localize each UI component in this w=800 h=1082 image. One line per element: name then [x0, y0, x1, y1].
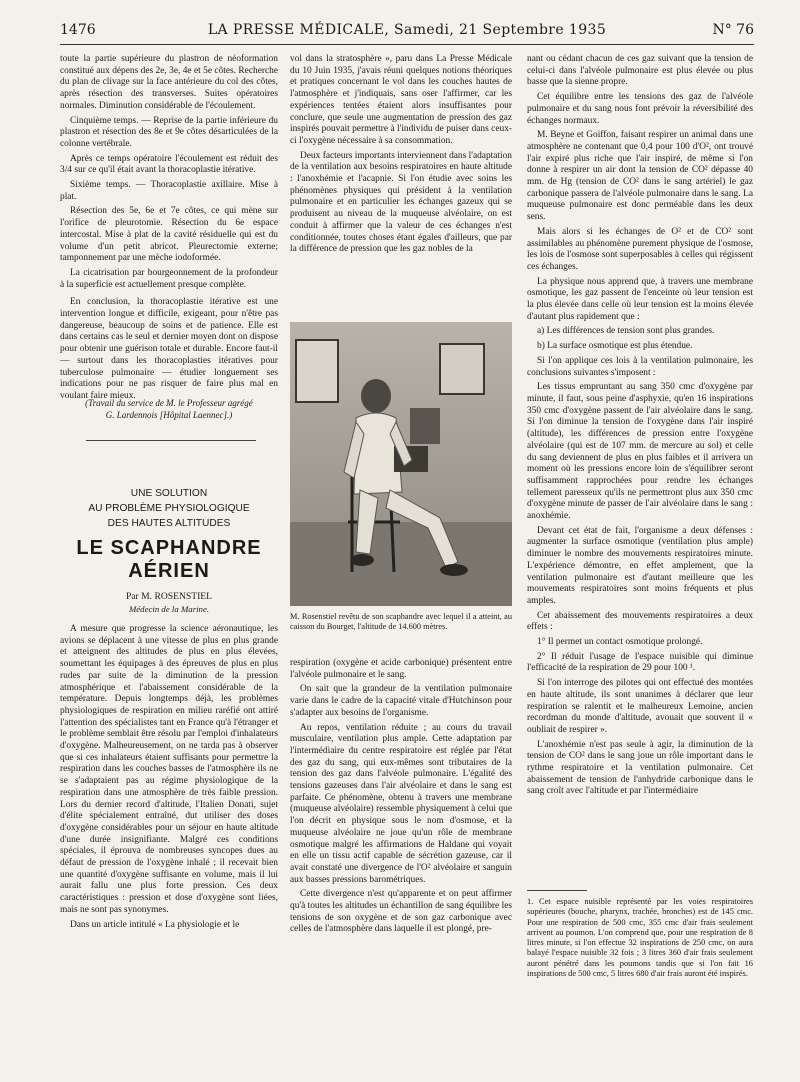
scaphandre-photograph	[290, 322, 512, 606]
column-1-previous-article	[60, 54, 278, 401]
paragraph: Deux facteurs importants interviennent dans l'adaptation de la ventilation aux besoins respiratoires en haute altitude : l'anoxhémie et l'acapnie. Si l'on étudie avec soins les phénomènes physiques qui président à la ventilation pulmonaire et en particulier les échanges gazeux qui se produisent au niveau de la muqueuse alvéolaire, on est conduit à affirmer que la valeur de ces échanges n'est conditionnée, toutes choses étant égales d'ailleurs, que par la différence de pression que les gaz nobles de la	[290, 150, 512, 255]
paragraph: Mais alors si les échanges de O² et de CO² sont assimilables au phénomène purement physique de l'osmose, les lois de l'osmose sont superposables à celles qui régissent ces échanges.	[527, 226, 753, 272]
paragraph: nant ou cédant chacun de ces gaz suivant que la tension de celui-ci dans l'alvéole pulmonaire est plus élevée ou plus basse que la sienne propre.	[527, 54, 753, 88]
paragraph: Les tissus empruntant au sang 350 cmc d'oxygène par minute, il faut, sous peine d'asphyxie, qu'en 16 inspirations 350 cmc d'oxygène passent de l'air alvéolaire dans le sang. Si l'on diminue la tension de l'oxygène dans l'air inspiré (altitude), les différences de pression entre l'oxygène alvéolaire (qui est de 107 mm. de mercure au sol) et celle du sang deviennent de plus en plus faibles et il arrivera un moment où les pressions encore loin de s'équilibrer seront suffisamment rapprochées pour rendre les échanges tellement paresseux qu'ils ne permettront plus aux 350 cmc d'oxygène minute de passer de l'air alvéolaire dans le sang : anoxhémie.	[527, 382, 753, 522]
footnote-rule	[527, 890, 587, 891]
paragraph: toute la partie supérieure du plastron de néoformation constitué aux dépens des 2e, 3e, 4e et 5e côtes. Recherche du plan de clivage sur la face antérieure du col des côtes, après résection des transverses. Suites opératoires normales. Diminution considérable de l'écoulement.	[60, 54, 278, 111]
column-2-top	[290, 54, 512, 312]
article-title: LE SCAPHANDRE AÉRIEN	[76, 537, 262, 582]
photo-caption: M. Rosenstiel revêtu de son scaphandre avec lequel il a atteint, au caisson du Bourget, l'altitude de 14.600 mètres.	[290, 612, 512, 631]
paragraph: A mesure que progresse la science aéronautique, les avions se déplacent à une vitesse de plus en plus grande et atteignent des altitudes de plus en plus élevées, soumettant les équipages à des épreuves de plus en plus rudes par suite de la diminution de la pression atmosphérique et l'abaissement considérable de la température. Depuis longtemps déjà, les problèmes physiologiques de respiration en milieu raréfié ont attiré l'attention des spécialistes tant en France qu'à l'étranger et le problème semblait être résolu par l'emploi d'inhalateurs d'oxygène. Malheureusement, on ne tarda pas à observer que si ces inhalateurs étaient suffisants pour permettre la respiration dans les couches basses de l'atmosphère ils ne se s'adaptaient pas au régime physiologique de la respiration dans une atmosphère de très faible pression. Lors du dernier record d'altitude, l'Italien Donati, sujet d'élite spécialement entraîné, dut utiliser des doses d'oxygène considérables pour un séjour en haute altitude d'une durée insignifiante. Malgré ces conditions spéciales, il éprouva de nombreuses syncopes dues au défaut de pression de l'oxygène inhalé ; il recevait bien une quantité d'oxygène suffisante en volume, mais il lui aurait fallu une plus forte pression. Ces deux caractéristiques : pression et dose d'oxygène sont liées, mais ne sont pas synonymes.	[60, 624, 278, 915]
paragraph: M. Beyne et Goiffon, faisant respirer un animal dans une atmosphère ne contenant que 0,4 pour 100 d'O², ont trouvé l'air expiré plus riche que l'air inspiré, de même si l'on donne à respirer un air dont la tension de CO² dépasse 40 mm. de Hg (tension de CO² dans le sang artériel) le gaz carbonique passera de l'alvéole pulmonaire dans le sang. La muqueuse pulmonaire est donc perméable dans les deux sens.	[527, 130, 753, 223]
paragraph: Devant cet état de fait, l'organisme a deux défenses : augmenter la surface osmotique (ventilation plus ample) diminuer le nombre des mouvements respiratoires minute. L'expérience démontre, en effet amplement, que la ventilation pulmonaire est d'autant meilleure que les mouvements respiratoires sont moins fréquents et plus amples.	[527, 525, 753, 606]
journal-date-line: LA PRESSE MÉDICALE, Samedi, 21 Septembre 1935	[207, 22, 607, 38]
page-header	[60, 22, 754, 45]
paragraph: Après ce temps opératoire l'écoulement est réduit des 3/4 sur ce qu'il était avant la thoracoplastie itérative.	[60, 153, 278, 176]
column-3-body	[527, 54, 753, 884]
paragraph: Dans un article intitulé « La physiologie et le	[70, 919, 240, 930]
paragraph: Si l'on applique ces lois à la ventilation pulmonaire, les conclusions suivantes s'imposent :	[527, 355, 753, 378]
kicker-line: UNE SOLUTION	[130, 488, 208, 499]
paragraph: Cette divergence n'est qu'apparente et on peut affirmer qu'à toutes les altitudes un échantillon de sang équilibre les tensions de son oxygène et de son gaz carbonique avec celles de l'atmosphère dans laquelle il est plongé, pre-	[290, 889, 512, 935]
list-item: b) La surface osmotique est plus étendue.	[537, 341, 693, 352]
byline: Par M. ROSENSTIEL	[125, 591, 213, 602]
paragraph: La physique nous apprend que, à travers une membrane osmotique, les gaz passent de l'enceinte où leur tension est la plus élevée dans celle où leur tension est la moins élevée d'autant plus rapidement que :	[527, 276, 753, 322]
column-1-article-body	[60, 624, 278, 1044]
paragraph: En conclusion, la thoracoplastie itérative est une intervention longue et difficile, exigeant, pour n'être pas dangereuse, beaucoup de soins et de patience. Elle est dans certains cas le seul et dernier moyen dont on dispose pour obtenir une guérison totale et durable. Encore faut-il — surtout dans les thoracoplasties itératives pour tuberculose pulmonaire — étudier longuement ses indications pour ne pas risquer de faire plus mal en voulant faire mieux.	[60, 297, 278, 401]
list-item: 2° Il réduit l'usage de l'espace nuisible qui diminue l'efficacité de la respiration de 29 pour 100 ¹.	[527, 651, 753, 674]
paragraph: La cicatrisation par bourgeonnement de la profondeur à la superficie est actuellement presque complète.	[60, 267, 278, 290]
paragraph: Si l'on interroge des pilotes qui ont effectué des montées en haute altitude, ils sont unanimes à déclarer que leur respiration se ralentit et le malheureux Lemoine, ancien recordman du monde d'altitude, avouait que souvent il « oubliait de respirer ».	[527, 678, 753, 735]
paragraph: L'anoxhémie n'est pas seule à agir, la diminution de la tension de CO² dans le sang joue un rôle important dans le rythme respiratoire et la ventilation pulmonaire. Cet abaissement de tension de l'anhydride carbonique dans le sang croît avec l'altitude et par l'intermédiaire	[527, 739, 753, 797]
paragraph: On sait que la grandeur de la ventilation pulmonaire varie dans le cadre de la capacité vitale d'Hutchinson pour s'adapter aux besoins de l'organisme.	[290, 684, 512, 718]
page-number: 1476	[60, 22, 96, 38]
paragraph: Cet abaissement des mouvements respiratoires a deux effets :	[527, 610, 753, 633]
kicker-line: DES HAUTES ALTITUDES	[107, 518, 231, 529]
list-item: 1° Il permet un contact osmotique prolongé.	[537, 637, 703, 648]
paragraph: Au repos, ventilation réduite ; au cours du travail musculaire, ventilation plus ample. Cette adaptation par l'intermédiaire du centre respiratoire est réglée par l'état des gaz du sang, qui eux-mêmes sont tributaires de la tension des gaz dans l'alvéole pulmonaire. L'égalité des tensions gazeuses dans l'air alvéolaire et dans le sang est parfaite. Ce phénomène, obtenu à travers une membrane (muqueuse alvéolaire) ressemble physiquement à celui que l'on décrit en physique sous le nom d'osmose, et la muqueuse alvéolaire ne joue qu'un rôle de membrane osmotique malgré les affirmations de Haldane qui voyait en elle un tissu actif capable de sécrétion gazeuse, car il avait constaté une divergence de l'O² alvéolaire et sanguin aux basses pressions barométriques.	[290, 722, 512, 885]
signature-block	[60, 398, 278, 424]
kicker-line: AU PROBLÈME PHYSIOLOGIQUE	[88, 503, 250, 514]
list-item: a) Les différences de tension sont plus grandes.	[537, 326, 715, 337]
column-2-bottom	[290, 658, 512, 1044]
footnote: 1. Cet espace nuisible représenté par les voies respiratoires supérieures (bouche, pharynx, trachée, bronches) est de 145 cmc. Pour une respiration de 500 cmc, 355 cmc d'air frais seulement arrivent au poumon. L'on comprend que, pour une respiration de 8 litres minute, si l'on effectue 32 inspirations de 250 cmc, on aura balayé l'espace nuisible 32 fois ; 3 litres 360 d'air frais seulement auront pénétré dans les poumons tandis que si l'on fait 16 inspirations de 500 cmc, 5 litres 680 d'air frais auront été inspirés.	[527, 897, 753, 979]
paragraph: Sixième temps. — Thoracoplastie axillaire. Mise à plat.	[60, 180, 278, 202]
author-role: Médecin de la Marine.	[128, 604, 210, 614]
issue-number: N° 76	[712, 22, 754, 38]
signature-line: G. Lardennois [Hôpital Laennec].)	[105, 409, 233, 420]
article-divider	[86, 440, 256, 441]
paragraph: Résection des 5e, 6e et 7e côtes, ce qui mène sur l'orifice de pleurotomie. Résection du 6e espace intercostal. Mise à plat de la cavité résiduelle qui est du volume d'un petit abricot. Pleurectomie externe; tamponnement par une mèche iodoformée.	[60, 206, 278, 264]
article-heading	[60, 486, 278, 614]
signature-line: (Travail du service de M. le Professeur agrégé	[85, 398, 253, 408]
paragraph: Cinquième temps. — Reprise de la partie inférieure du plastron et résection des 8e et 9e côtes désarticulées de la colonne vertébrale.	[60, 115, 278, 149]
paragraph: Cet équilibre entre les tensions des gaz de l'alvéole pulmonaire et du sang nous font prévoir la réversibilité des échanges normaux.	[527, 92, 753, 126]
paragraph: respiration (oxygène et acide carbonique) présentent entre l'alvéole pulmonaire et le sang.	[290, 658, 512, 680]
paragraph: vol dans la stratosphère », paru dans La Presse Médicale du 10 Juin 1935, j'avais réuni quelques notions théoriques et pratiques concernant le vol dans les couches hautes de l'atmosphère et j'indiquais, sans oser l'affirmer, car les expériences tentées étaient alors insuffisantes pour conclure, que seule une augmentation de pression des gaz inspirés pouvait permettre à l'individu de puiser dans ceux-ci l'oxygène nécessaire à sa consommation.	[290, 54, 512, 146]
photo-illustration	[290, 322, 512, 606]
